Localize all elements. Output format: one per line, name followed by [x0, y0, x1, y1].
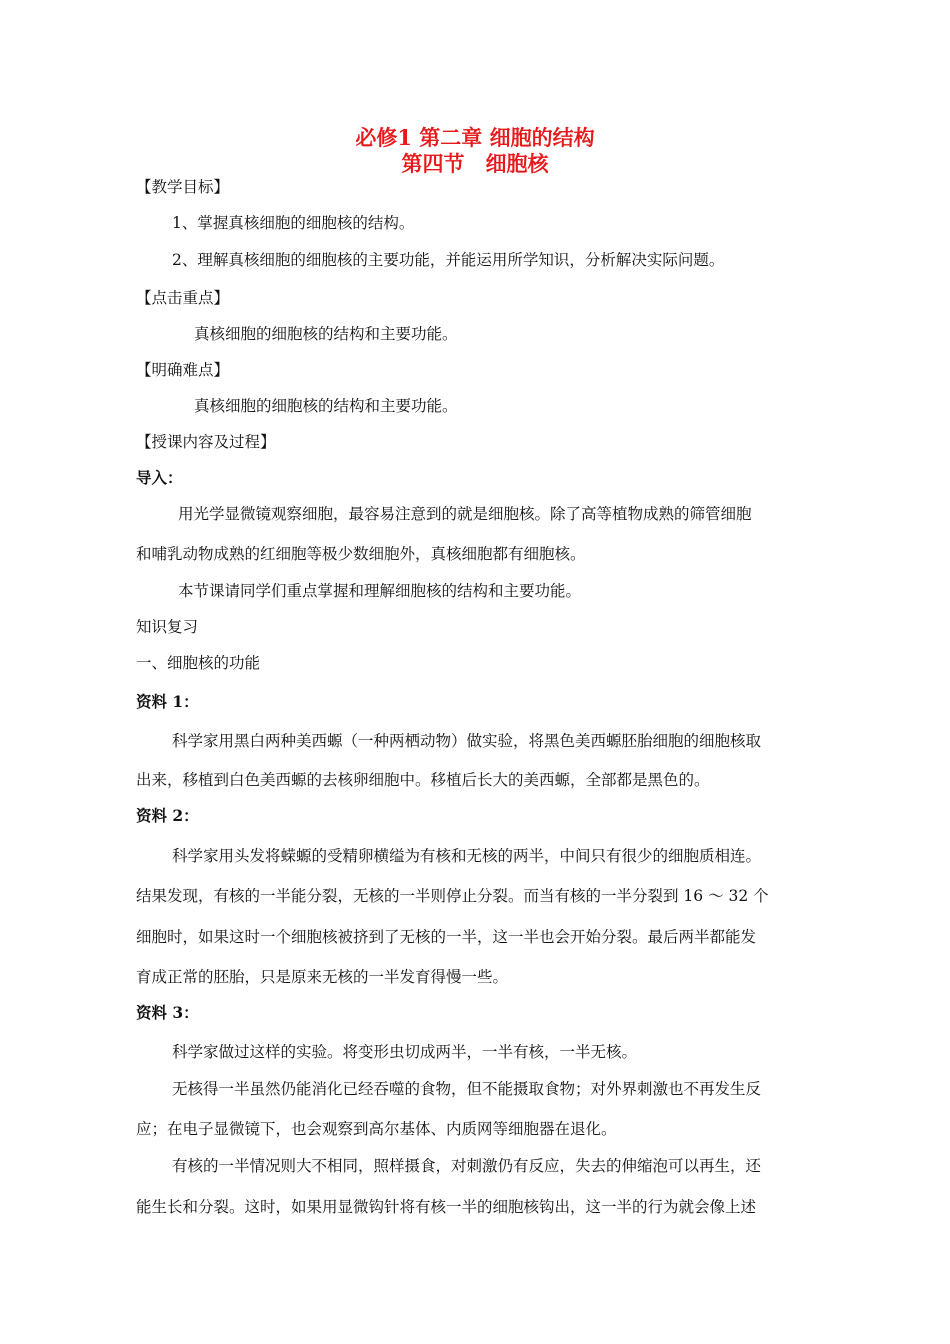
- material-2-label: 资料 2：: [136, 806, 199, 825]
- material-1-label: 资料 1：: [136, 692, 199, 711]
- objectives-heading: 【教学目标】: [136, 178, 230, 196]
- difficulties-heading: 【明确难点】: [136, 361, 230, 379]
- key-points-heading: 【点击重点】: [136, 289, 230, 307]
- intro-paragraph-2: 本节课请同学们重点掌握和理解细胞核的结构和主要功能。: [178, 582, 582, 600]
- intro-paragraph-line: 和哺乳动物成熟的红细胞等极少数细胞外，真核细胞都有细胞核。: [136, 545, 586, 563]
- material-3-line: 无核得一半虽然仍能消化已经吞噬的食物，但不能摄取食物；对外界刺激也不再发生反: [172, 1080, 762, 1098]
- objective-2: 2、理解真核细胞的细胞核的主要功能，并能运用所学知识，分析解决实际问题。: [172, 251, 725, 269]
- material-2-line: 细胞时，如果这时一个细胞核被挤到了无核的一半，这一半也会开始分裂。最后两半都能发: [136, 928, 757, 946]
- material-2-line: 育成正常的胚胎，只是原来无核的一半发育得慢一些。: [136, 968, 509, 986]
- difficulties-text: 真核细胞的细胞核的结构和主要功能。: [194, 397, 458, 415]
- material-3-line: 有核的一半情况则大不相同，照样摄食，对刺激仍有反应，失去的伸缩泡可以再生，还: [172, 1157, 762, 1175]
- intro-label: 导入：: [136, 468, 183, 487]
- material-2-line: 科学家用头发将蝾螈的受精卵横缢为有核和无核的两半，中间只有很少的细胞质相连。: [172, 847, 762, 865]
- material-2-line: 结果发现，有核的一半能分裂，无核的一半则停止分裂。而当有核的一半分裂到 16 ～ 32 个: [136, 887, 769, 905]
- review-label: 知识复习: [136, 618, 199, 636]
- objective-1: 1、掌握真核细胞的细胞核的结构。: [172, 214, 415, 232]
- section-title: 第四节 细胞核: [401, 151, 549, 176]
- material-3-line: 科学家做过这样的实验。将变形虫切成两半，一半有核，一半无核。: [172, 1043, 638, 1061]
- material-1-line: 出来，移植到白色美西螈的去核卵细胞中。移植后长大的美西螈，全部都是黑色的。: [136, 771, 710, 789]
- material-3-label: 资料 3：: [136, 1003, 199, 1022]
- material-3-line: 能生长和分裂。这时，如果用显微钩针将有核一半的细胞核钩出，这一半的行为就会像上述: [136, 1198, 757, 1216]
- process-heading: 【授课内容及过程】: [136, 433, 276, 451]
- material-3-line: 应；在电子显微镜下，也会观察到高尔基体、内质网等细胞器在退化。: [136, 1120, 617, 1138]
- intro-paragraph-line: 用光学显微镜观察细胞，最容易注意到的就是细胞核。除了高等植物成熟的筛管细胞: [178, 505, 752, 523]
- key-points-text: 真核细胞的细胞核的结构和主要功能。: [194, 325, 458, 343]
- document-title: 必修1 第二章 细胞的结构: [355, 125, 595, 150]
- material-1-line: 科学家用黑白两种美西螈（一种两栖动物）做实验，将黑色美西螈胚胎细胞的细胞核取: [172, 732, 762, 750]
- part1-heading: 一、细胞核的功能: [136, 654, 261, 672]
